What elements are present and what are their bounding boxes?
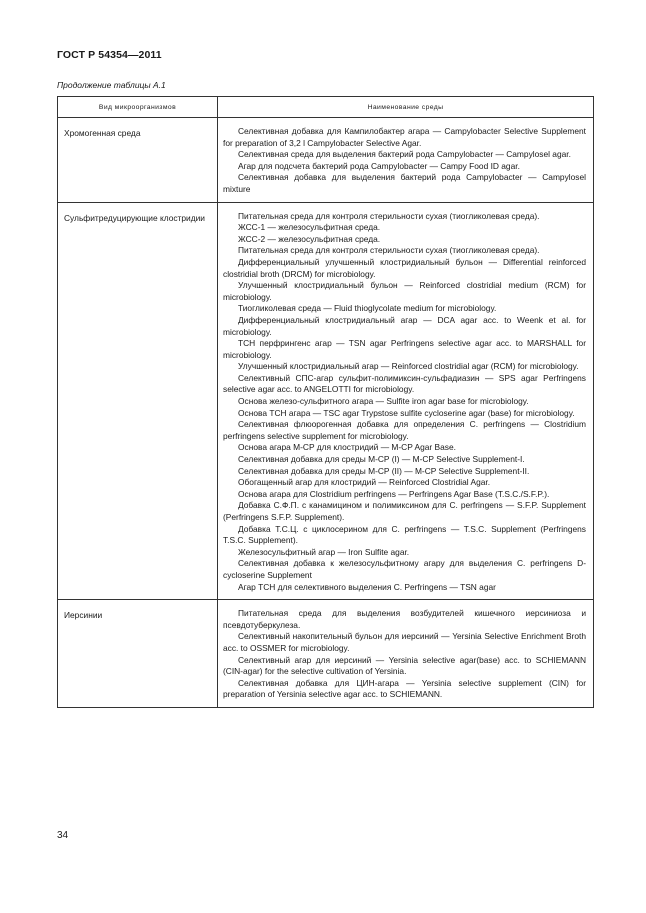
media-entry: ЖСС-1 — железосульфитная среда. [238, 222, 381, 233]
media-entry: Селективная среда для выделения бактерий рода Campylobacter — Campylosel agar. [238, 149, 571, 160]
table-header-row [58, 97, 594, 118]
page-number: 34 [57, 830, 69, 841]
media-entry: Основа железо-сульфитного агара — Sulfite iron agar base for microbiology. [238, 396, 529, 407]
media-entry: Селективная добавка для среды M-CP (I) — M-CP Selective Supplement-I. [238, 454, 525, 465]
organism-cell: Сульфитредуцирующие клостридии [58, 202, 218, 600]
organism-cell: Хромогенная среда [58, 118, 218, 203]
media-cell [218, 600, 594, 708]
media-entry: Питательная среда для контроля стерильности сухая (тиогликолевая среда). [238, 245, 540, 256]
table-body [58, 118, 594, 708]
media-entry: Добавка Т.С.Ц. с циклосерином для C. perfringens — T.S.C. Supplement (Perfringens T.S.C. Supplement). [223, 523, 586, 546]
table-caption: Продолжение таблицы А.1 [57, 80, 166, 90]
media-entry: Обогащенный агар для клостридий — Reinforced Clostridial Agar. [238, 477, 491, 488]
media-entry: Селективная флюорогенная добавка для определения C. perfringens — Clostridium perfringens selective supplement for microbiology. [223, 419, 586, 441]
media-entry: Улучшенный клостридиальный агар — Reinforced clostridial agar (RCM) for microbiology. [238, 361, 579, 372]
table-row [58, 202, 594, 600]
media-entry: Тиогликолевая среда — Fluid thioglycolate medium for microbiology. [238, 303, 497, 314]
media-entry: Дифференциальный клостридиальный агар — DCA agar acc. to Weenk et al. for microbiology. [223, 314, 586, 337]
media-entry: Основа агара для Clostridium perfringens — Perfringens Agar Base (T.S.C./S.F.P.). [238, 488, 550, 499]
media-entry: Агар для подсчета бактерий рода Campylobacter — Campy Food ID agar. [238, 160, 520, 171]
media-entry: Селективная добавка для выделения бактерий рода Campylobacter — Campylosel mixture [223, 172, 586, 194]
media-entry: Селективная добавка для ЦИН-агара — Yersinia selective supplement (CIN) for preparation of Yersinia selective agar acc. to SCHIEMANN. [223, 677, 586, 700]
media-entry: Селективный агар для иерсиний — Yersinia selective agar(base) acc. to SCHIEMANN (CIN-agar) for the selective cultivation of Yersinia. [223, 654, 586, 677]
media-entry: Агар ТСН для селективного выделения C. Perfringens — TSN agar [238, 581, 496, 592]
media-cell [218, 202, 594, 600]
media-entry: Селективная добавка для Кампилобактер агара — Campylobacter Selective Supplement for preparation of 3,2 l Campylobacter Selective Agar. [223, 126, 586, 148]
media-entry: Питательная среда для выделения возбудителей кишечного иерсиниоза и псевдотуберкулеза. [223, 608, 586, 630]
media-entry: Добавка С.Ф.П. с канамицином и полимиксином для C. perfringens — S.F.P. Supplement (Perfringens S.F.P. Supplement). [223, 500, 586, 522]
column-header-organism: Вид микроорганизмов [58, 97, 218, 118]
media-entry: Селективная добавка к железосульфитному агару для выделения C. perfringens D-cycloserine Supplement [223, 558, 586, 580]
media-entry: Питательная среда для контроля стерильности сухая (тиогликолевая среда). [238, 210, 540, 221]
organism-cell: Иерсинии [58, 600, 218, 708]
media-entry: Железосульфитный агар — Iron Sulfite agar. [238, 546, 410, 557]
media-table [57, 96, 594, 708]
media-entry: Основа агара M-CP для клостридий — M-CP Agar Base. [238, 442, 456, 453]
media-entry: Селективный накопительный бульон для иерсиний — Yersinia Selective Enrichment Broth acc. to OSSMER for microbiology. [223, 631, 586, 653]
media-entry: Дифференциальный улучшенный клостридиальный бульон — Differential reinforced clostridial broth (DRCM) for microbiology. [223, 256, 586, 279]
media-entry: ЖСС-2 — железосульфитная среда. [238, 233, 381, 244]
media-entry: Основа ТСН агара — TSC agar Trypstose sulfite cycloserine agar (base) for microbiology. [238, 407, 575, 418]
table-row [58, 600, 594, 708]
media-entry: Селективная добавка для среды M-CP (II) — M-CP Selective Supplement-II. [238, 465, 530, 476]
media-cell [218, 118, 594, 203]
media-entry: ТСН перфрингенс агар — TSN agar Perfringens selective agar acc. to MARSHALL for microbiology. [223, 338, 586, 360]
media-entry: Селективный СПС-агар сульфит-полимиксин-сульфадиазин — SPS agar Perfringens selective agar acc. to ANGELOTTI for microbiology. [223, 372, 586, 395]
media-entry: Улучшенный клостридиальный бульон — Reinforced clostridial medium (RCM) for microbiology. [223, 280, 586, 302]
standard-title: ГОСТ Р 54354—2011 [57, 49, 162, 61]
column-header-media: Наименование среды [218, 97, 594, 118]
table-row [58, 118, 594, 203]
